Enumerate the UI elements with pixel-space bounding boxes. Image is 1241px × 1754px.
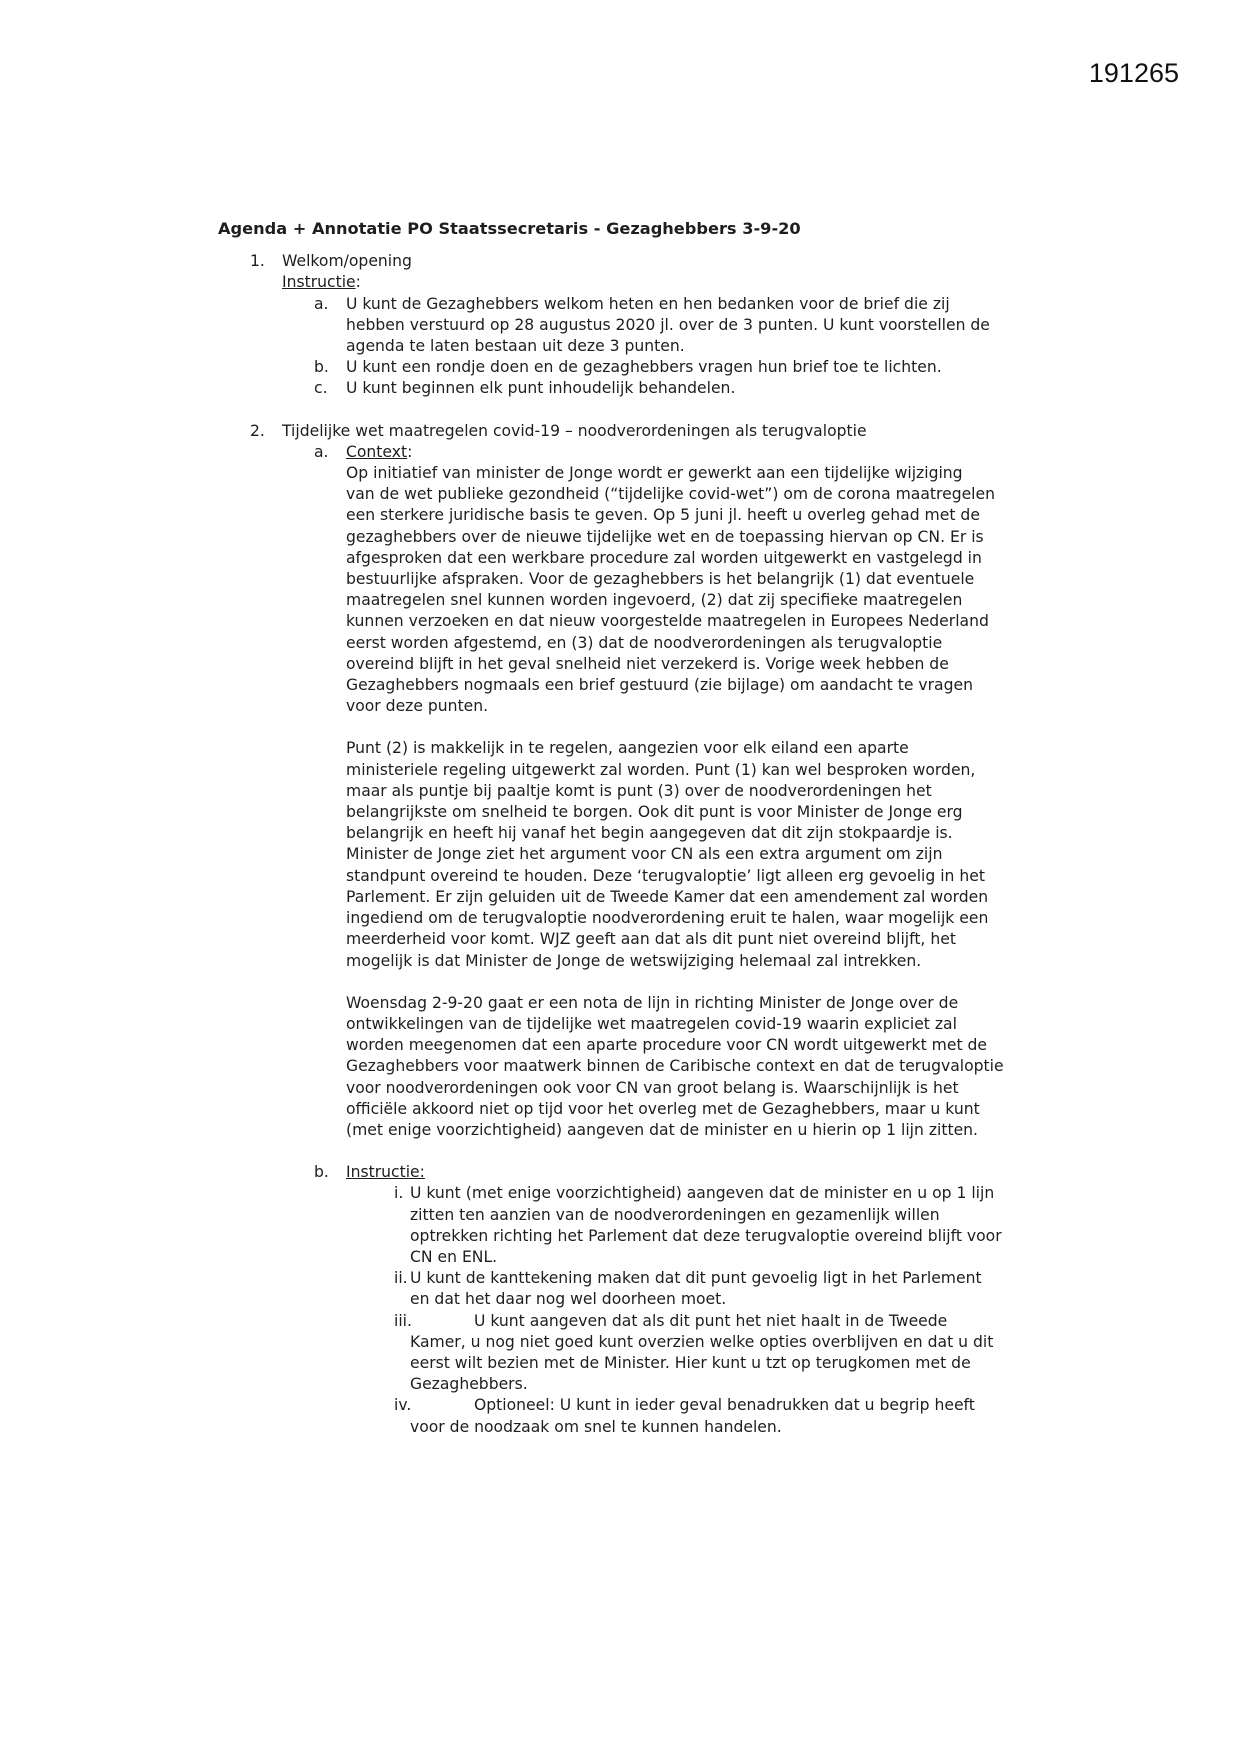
context-paragraph-2	[346, 738, 1038, 971]
text-line: Punt (2) is makkelijk in te regelen, aangezien voor elk eiland een aparte	[346, 739, 909, 758]
roman-item-i	[346, 1183, 1038, 1268]
item-heading: Welkom/opening	[282, 252, 412, 271]
text-line: zitten ten aanzien van de noodverordeningen en gezamenlijk willen	[410, 1205, 940, 1224]
text-line: U kunt aangeven dat als dit punt het niet haalt in de Tweede	[474, 1311, 948, 1330]
text-line: belangrijkste om snelheid te borgen. Ook dit punt is voor Minister de Jonge erg	[346, 803, 963, 822]
text-line: een sterkere juridische basis te geven. Op 5 juni jl. heeft u overleg gehad met de	[346, 506, 980, 525]
text-line: ingediend om de terugvaloptie noodverordening eruit te halen, waar mogelijk een	[346, 909, 989, 928]
text-line: Gezaghebbers voor maatwerk binnen de Caribische context en dat de terugvaloptie	[346, 1057, 1004, 1076]
text-line: Gezaghebbers nogmaals een brief gestuurd (zie bijlage) om aandacht te vragen	[346, 676, 973, 695]
text-line: hebben verstuurd op 28 augustus 2020 jl. over de 3 punten. U kunt voorstellen de	[346, 315, 990, 334]
text-line: ministeriele regeling uitgewerkt zal worden. Punt (1) kan wel besproken worden,	[346, 760, 976, 779]
agenda-item-1	[218, 251, 1038, 399]
roman-item-ii	[346, 1268, 1038, 1310]
text-line: Optioneel: U kunt in ieder geval benadrukken dat u begrip heeft	[474, 1396, 975, 1415]
sub-item-letter: c.	[314, 379, 328, 398]
text-line: (met enige voorzichtigheid) aangeven dat de minister en u hierin op 1 lijn zitten.	[346, 1120, 979, 1139]
sub-item-a	[282, 442, 1038, 1141]
text-line: Minister de Jonge ziet het argument voor CN als een extra argument om zijn	[346, 845, 943, 864]
document-body	[218, 218, 1038, 1438]
sub-item-letter: b.	[314, 1163, 329, 1182]
text-line: meerderheid voor komt. WJZ geeft aan dat als dit punt niet overeind blijft, het	[346, 930, 956, 949]
text-line: U kunt de kanttekening maken dat dit punt gevoelig ligt in het Parlement	[410, 1269, 982, 1288]
text-line: voor deze punten.	[346, 697, 489, 716]
text-line: en dat het daar nog wel doorheen moet.	[410, 1290, 727, 1309]
text-line: overeind blijft in het geval snelheid niet verzekerd is. Vorige week hebben de	[346, 654, 949, 673]
text-line: Woensdag 2-9-20 gaat er een nota de lijn in richting Minister de Jonge over de	[346, 993, 959, 1012]
text-line: van de wet publieke gezondheid (“tijdelijke covid-wet”) om de corona maatregelen	[346, 485, 995, 504]
text-line: worden meegenomen dat een aparte procedure voor CN wordt uitgewerkt met de	[346, 1036, 988, 1055]
document-number: 191265	[1088, 58, 1179, 88]
roman-number: i.	[394, 1184, 404, 1203]
text-line: maatregelen snel kunnen worden ingevoerd, (2) dat zij specifieke maatregelen	[346, 591, 963, 610]
text-line: eerst wilt bezien met de Minister. Hier kunt u tzt op terugkomen met de	[410, 1353, 971, 1372]
text-line: Op initiatief van minister de Jonge wordt er gewerkt aan een tijdelijke wijziging	[346, 464, 963, 483]
text-line: bestuurlijke afspraken. Voor de gezaghebbers is het belangrijk (1) dat eventuele	[346, 570, 975, 589]
context-paragraph-1	[346, 463, 1038, 717]
instruction-label: Instructie:	[282, 273, 361, 292]
text-line: maar als puntje bij paaltje komt is punt (3) over de noodverordeningen het	[346, 781, 932, 800]
text-line: ontwikkelingen van de tijdelijke wet maatregelen covid-19 waarin expliciet zal	[346, 1014, 957, 1033]
text-line: voor noodverordeningen ook voor CN van groot belang is. Waarschijnlijk is het	[346, 1078, 959, 1097]
text-line: CN en ENL.	[410, 1247, 498, 1266]
instruction-label: Instructie:	[346, 1163, 425, 1182]
sub-item-letter: a.	[314, 294, 329, 313]
item-heading: Tijdelijke wet maatregelen covid-19 – noodverordeningen als terugvaloptie	[282, 421, 867, 440]
text-line: agenda te laten bestaan uit deze 3 punten.	[346, 337, 685, 356]
sub-item-c	[282, 378, 1038, 399]
sub-item-b	[282, 357, 1038, 378]
text-line: U kunt een rondje doen en de gezaghebbers vragen hun brief toe te lichten.	[346, 358, 942, 377]
document-title: Agenda + Annotatie PO Staatssecretaris - Gezaghebbers 3-9-20	[218, 219, 801, 238]
roman-item-iv	[346, 1395, 1038, 1437]
text-line: mogelijk is dat Minister de Jonge de wetswijziging helemaal zal intrekken.	[346, 951, 922, 970]
roman-number: iii.	[394, 1311, 412, 1330]
roman-number: iv.	[394, 1396, 412, 1415]
sub-item-letter: a.	[314, 442, 329, 461]
text-line: U kunt de Gezaghebbers welkom heten en hen bedanken voor de brief die zij	[346, 294, 950, 313]
text-line: belangrijk en heeft hij vanaf het begin aangegeven dat dit zijn stokpaardje is.	[346, 824, 953, 843]
text-line: gezaghebbers over de nieuwe tijdelijke wet en de toepassing hiervan op CN. Er is	[346, 527, 984, 546]
agenda-item-2	[218, 421, 1038, 1438]
roman-number: ii.	[394, 1269, 408, 1288]
sub-item-a	[282, 294, 1038, 358]
sub-item-letter: b.	[314, 358, 329, 377]
roman-item-iii	[346, 1311, 1038, 1396]
text-line: Kamer, u nog niet goed kunt overzien welke opties overblijven en dat u dit	[410, 1332, 994, 1351]
text-line: kunnen verzoeken en dat nieuw voorgestelde maatregelen in Europees Nederland	[346, 612, 989, 631]
text-line: Gezaghebbers.	[410, 1375, 528, 1394]
text-line: voor de noodzaak om snel te kunnen handelen.	[410, 1417, 782, 1436]
text-line: Parlement. Er zijn geluiden uit de Tweede Kamer dat een amendement zal worden	[346, 887, 989, 906]
text-line: eerst worden afgestemd, en (3) dat de noodverordeningen als terugvaloptie	[346, 633, 943, 652]
text-line: U kunt (met enige voorzichtigheid) aangeven dat de minister en u op 1 lijn	[410, 1184, 995, 1203]
text-line: standpunt overeind te houden. Deze ‘terugvaloptie’ ligt alleen erg gevoelig in het	[346, 866, 985, 885]
text-line: U kunt beginnen elk punt inhoudelijk behandelen.	[346, 379, 736, 398]
sub-item-b	[282, 1162, 1038, 1438]
item-number: 2.	[250, 421, 265, 440]
item-number: 1.	[250, 252, 265, 271]
text-line: officiële akkoord niet op tijd voor het overleg met de Gezaghebbers, maar u kunt	[346, 1099, 980, 1118]
text-line: afgesproken dat een werkbare procedure zal worden uitgewerkt en vastgelegd in	[346, 548, 982, 567]
context-paragraph-3	[346, 993, 1038, 1141]
text-line: optrekken richting het Parlement dat deze terugvaloptie overeind blijft voor	[410, 1226, 1002, 1245]
context-label: Context:	[346, 442, 413, 461]
